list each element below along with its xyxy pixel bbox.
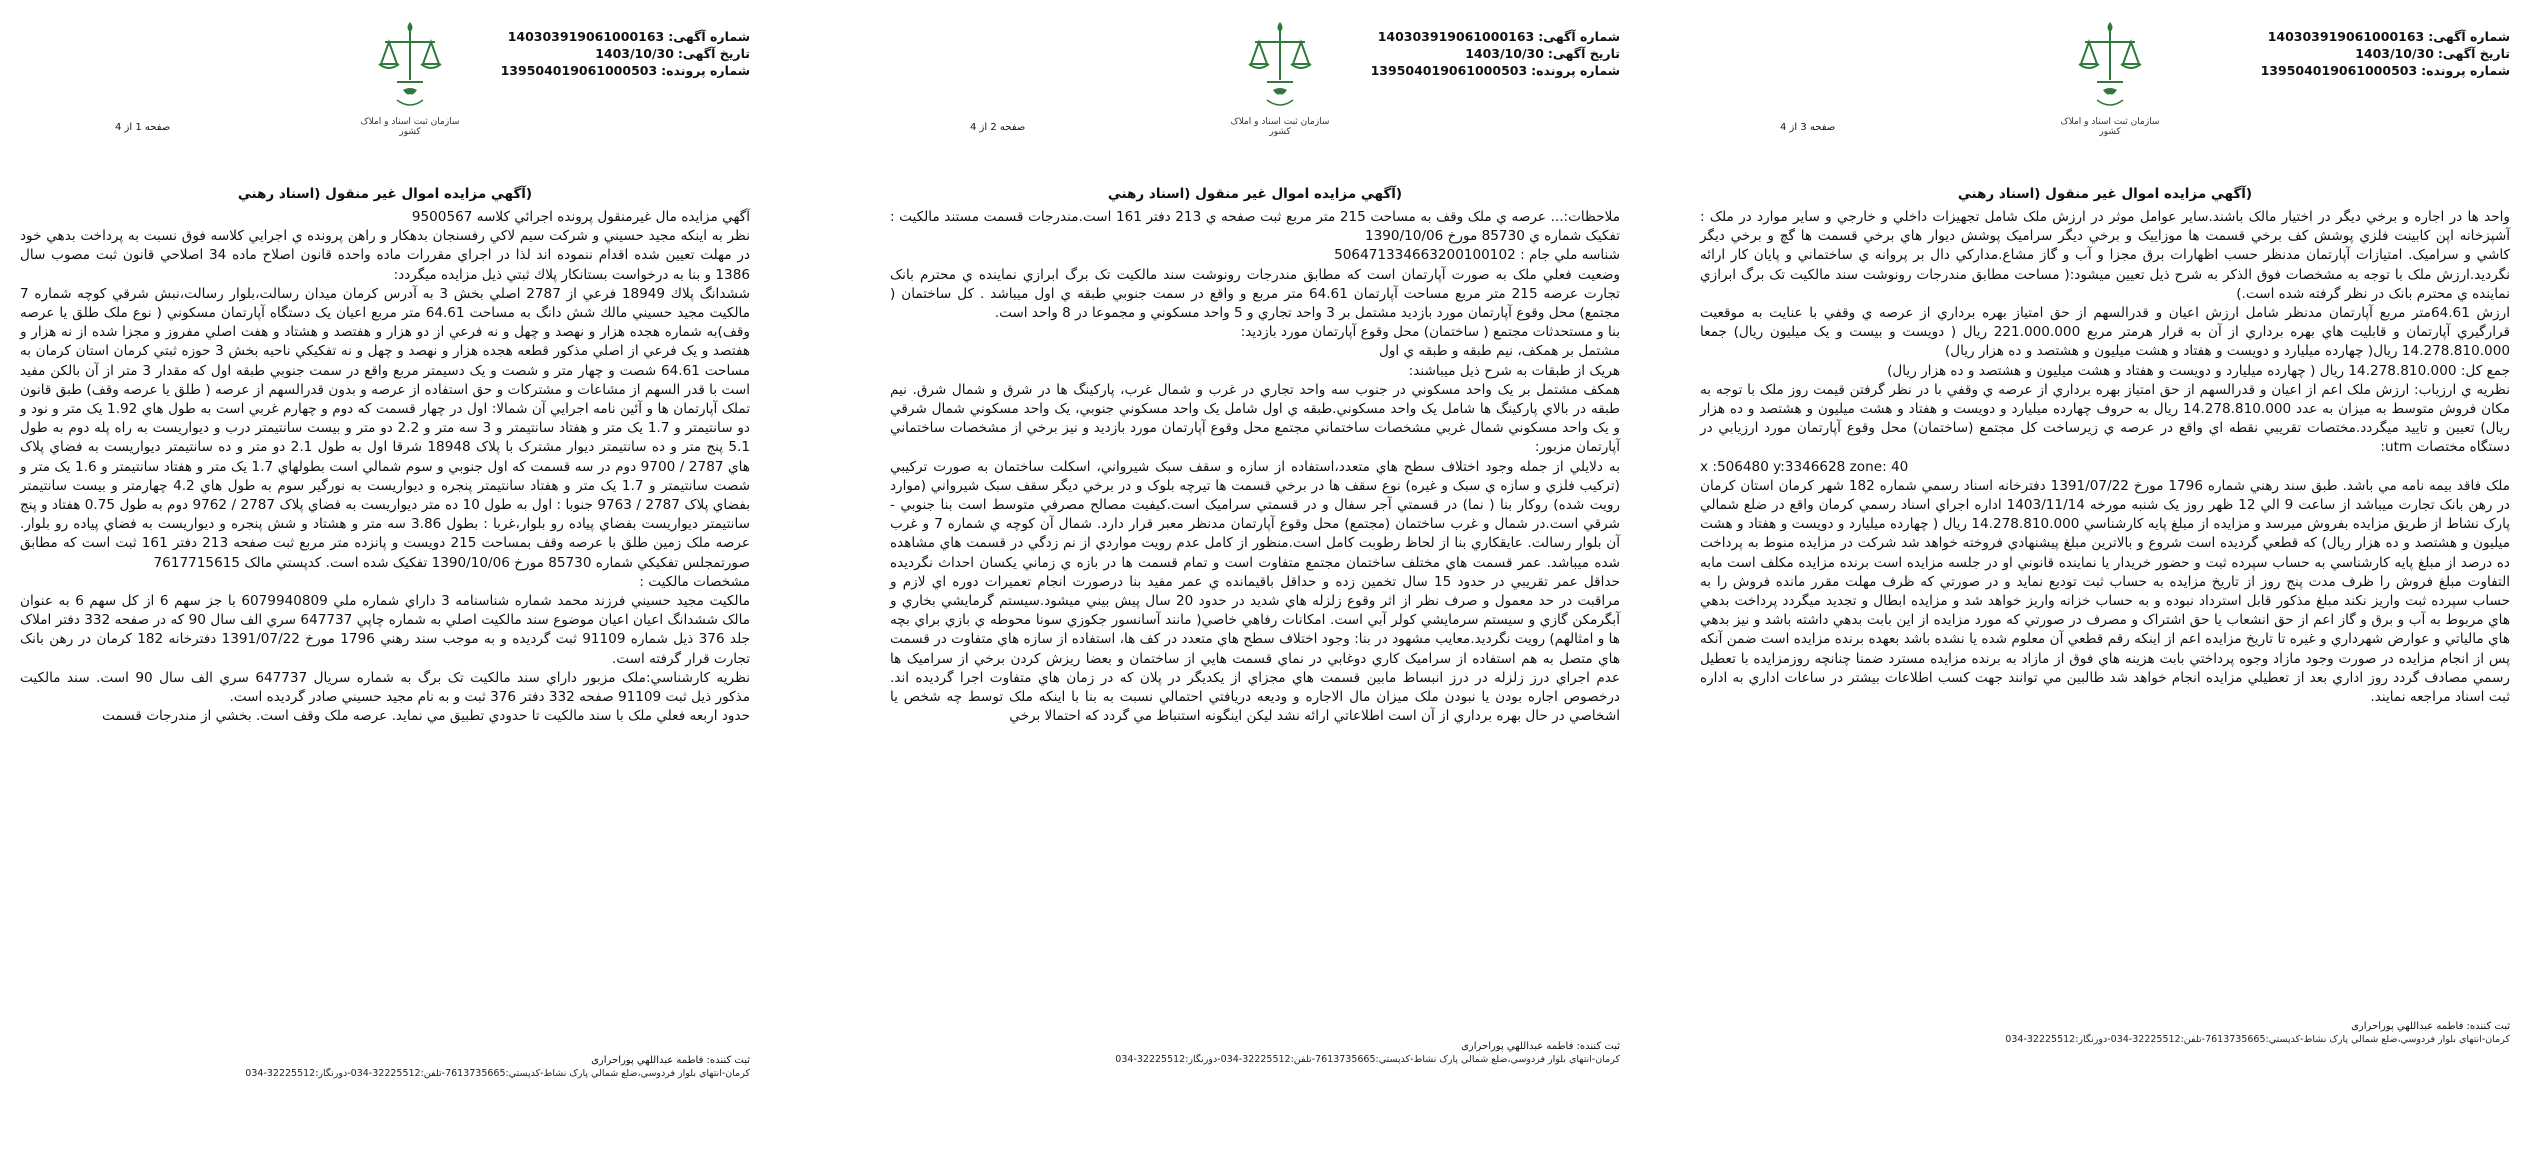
notice-title: (آگهي مزايده اموال غير منقول (اسناد رهني — [237, 186, 533, 202]
ad-date: 1403/10/30 — [595, 46, 674, 61]
page-footer — [2005, 1020, 2510, 1046]
body-paragraph: مشتمل بر همكف، نيم طبقه و طبقه ي اول — [1378, 343, 1620, 360]
body-paragraph: ششدانگ پلاك 18949 فرعي از 2787 اصلي بخش 3 به آدرس كرمان ميدان رسالت،بلوار رسالت،نبش شرقي كوچه شماره 7 مالكيت مجيد حسيني مالك شش دانگ به مساحت 64.61 متر مربع اعيان يک دستگاه آپارتمان مسكوني ( نوع ملک طلق يا عرصه وقف)به شماره هجده هزار و نهصد و چهل و نه فرعي از دو هزار و هفتصد و هشتاد و هفت اصلي مفروز و مجزا شده از نه هزار و هفتصد و يک فرعي از اصلي مذكور قطعه هجده هزار و نهصد و چهل و نه تفكيکي ناحيه بخش 3 حوزه ثبتي كرمان استان كرمان به مساحت 64.61 شصت و چهار متر و شصت و يک دسيمتر مربع واقع در سمت جنوبي طبقه اول كه مقدار 3 متر از آن بالكن مفيد است با قدر السهم از مشاعات و مشتركات و حق استفاده از عرصه و بدون قدرالسهم از عرصه ( طلق يا عرصه وقف) طبق قانون تملک آپارتمان ها و آئين نامه اجرايي آن شمالا: اول در چهار قسمت كه دوم و چهارم غربي است به طول هاي 1.92 يک متر و نود و دو سانتيمتر و 1.7 يک متر و هفتاد سانتيمتر و 3 سه متر و 2.2 دو متر و بيست سانتيمتر درب و ديواريست به راه پله دوم به طول 5.1 پنج متر و ده سانتيمتر ديوار مشترک با پلاک 18948 شرقا اول به طول 2.1 دو متر و ده سانتيمتر ديواريست به فضاي پلاک هاي 2787 / 9700 دوم در سه قسمت كه اول جنوبي و سوم شمالي است بطولهاي 1.7 يک متر و هفتاد سانتيمتر و 1.6 يک متر و شصت سانتيمتر و 1.7 يک متر و هفتاد سانتيمتر پنجره و ديواريست به نورگير سوم به طول هاي 4.2 چهارمتر و بيست سانتيمتر بفضاي پلاک 2787 / 9763 جنوبا : اول به طول 10 ده متر ديواريست به فضاي پلاک 2787 / 9762 دوم به طول 0.75 هفتاد و پنج سانتيمتر ديواريست بفضاي پياده رو بلوار،غربا : بطول 3.86 سه متر و هشتاد و شش پنجره و ديواريست به فضاي پياده رو بلوار. عرصه ملک زمين طلق با عرصه وقف بمساحت 215 دويست و پانزده متر مربع ثبت صفحه 213 دفتر 161 ثبت است كه مطابق صورتمجلس تفكيكي شماره 85730 مورخ 1390/10/06 تفكيک شده است. كدپستي مالک 7617715615 — [20, 285, 751, 571]
body-paragraph: نظريه ي ارزياب: ارزش ملک اعم از اعيان و قدرالسهم از حق امتياز بهره برداري از عرصه ي وقفي با در نظر گرفتن قيمت روز ملک با توجه به مكان فروش متوسط به ميزان به عدد 14.278.810.000 ريال به حروف چهارده ميليارد و دويست و هفتاد و هشت ميليون و هشتصد و ده هزار ريال) تعيين و تاييد ميگردد.مختصات تقريبي نقطه اي واقع در عرصه ي زيرساخت كل مجتمع (ساختمان) محل وقوع آپارتمان مورد ارزيابي در دستگاه مختصات utm: — [1700, 381, 2511, 456]
ad-date-label: تاریخ آگهی: — [2437, 46, 2510, 61]
ad-date-label: تاریخ آگهی: — [1547, 46, 1620, 61]
page-number: صفحه 1 از 4 — [115, 122, 171, 133]
ad-date: 1403/10/30 — [2355, 46, 2434, 61]
file-number-label: شماره پرونده: — [1531, 63, 1620, 78]
file-number-label: شماره پرونده: — [661, 63, 750, 78]
page-number: صفحه 3 از 4 — [1780, 122, 1836, 133]
body-paragraph: هريک از طبقات به شرح ذيل ميباشند: — [1408, 362, 1620, 379]
page-header — [890, 10, 1620, 180]
document-page-2 — [870, 0, 1630, 1149]
ad-meta — [1371, 28, 1620, 79]
office-address: كرمان-انتهاي بلوار فردوسي،ضلع شمالي پارک نشاط-كدپستي:7613735665-تلفن:32225512-034-دورنگار:32225512-034 — [245, 1068, 750, 1079]
registrar-label: ثبت كننده: — [706, 1055, 750, 1066]
ad-date-label: تاریخ آگهی: — [677, 46, 750, 61]
page-footer — [245, 1054, 750, 1080]
scales-of-justice-icon — [1245, 20, 1315, 115]
body-paragraph: نظر به اينكه مجيد حسيني و شركت سيم لاكي رفسنجان بدهكار و راهن پرونده ي اجرايي كلاسه فوق نسبت به پرداخت بدهي خود در مهلت تعيين شده اقدام ننموده اند لذا در اجراي مقررات ماده واحده قانون اصلاح ماده 34 اصلاحي قانون ثبت مصوب سال 1386 و بنا به درخواست بستانكار پلاك ثبتي ذيل مزايده ميگردد: — [20, 228, 750, 283]
ad-meta — [501, 28, 750, 79]
registrar-name: فاطمه عبداللهي پوراحراری — [1461, 1041, 1574, 1052]
file-number-label: شماره پرونده: — [2421, 63, 2510, 78]
body-paragraph: وضعيت فعلي ملک به صورت آپارتمان است كه مطابق مندرجات رونوشت سند مالكيت تک برگ ابرازي نماينده ي محترم بانک تجارت عرصه 215 متر مربع مساحت آپارتمان 64.61 متر مربع و واقع در سمت جنوبي طبقه ي اول ميباشد . كل ساختمان ( مجتمع) محل وقوع آپارتمان مورد بازديد مشتمل بر 3 واحد تجاري و 5 واحد مسكوني و مجموعا در 8 واحد است. — [890, 266, 1620, 322]
registrar-label: ثبت كننده: — [2466, 1021, 2510, 1032]
page-header — [20, 10, 750, 180]
org-name: سازمان ثبت اسناد و املاک کشور — [360, 117, 460, 137]
page-header — [1700, 10, 2510, 180]
notice-title: (آگهي مزايده اموال غير منقول (اسناد رهني — [1107, 186, 1403, 202]
body-paragraph: مشخصات مالكيت : — [639, 573, 750, 590]
body-paragraph: شناسه ملي جام : 506471334663200100102 — [1334, 247, 1620, 264]
judiciary-emblem — [2050, 20, 2170, 137]
body-paragraph: ارزش 64.61متر مربع آپارتمان مدنظر شامل ارزش اعيان و قدرالسهم از حق امتياز بهره برداري از عرصه ي وقفي با عنايت به موقعيت قرارگيري آپارتمان و قابليت هاي بهره برداري از آن به قرار هرمتر مربع 221.000.000 ريال ( دويست و بيست و يک ميليون ريال) جمعا 14.278.810.000 ريال( چهارده ميليارد و دويست و هفتاد و هشت ميليون و هشتصد و ده هزار ريال) — [1700, 305, 2511, 360]
utm-coordinates: x :506480 y:3346628 zone: 40 — [1700, 458, 1909, 475]
ad-number-label: شماره آگهی: — [2428, 29, 2510, 44]
scales-of-justice-icon — [2075, 20, 2145, 115]
registrar-name: فاطمه عبداللهي پوراحراری — [2351, 1021, 2464, 1032]
notice-body — [1700, 208, 2510, 707]
body-paragraph: نظريه كارشناسي:ملک مزبور داراي سند مالكيت تک برگ به شماره سريال 647737 سري الف سال 90 است. سند مالكيت مذكور ذيل ثبت 91109 صفحه 332 دفتر 376 ثبت و به نام مجيد حسيني صادر گرديده است. — [20, 669, 750, 706]
org-name: سازمان ثبت اسناد و املاک کشور — [1230, 117, 1330, 137]
file-number: 139504019061000503 — [2260, 63, 2418, 78]
document-page-1 — [0, 0, 760, 1149]
body-paragraph: ملک فاقد بيمه نامه مي باشد. طبق سند رهني شماره 1796 مورخ 1391/07/22 دفترخانه اسناد رسمي شماره 182 شهر كرمان استان كرمان در رهن بانک تجارت ميباشد از ساعت 9 الي 12 ظهر روز يک شنبه مورخه 1403/11/14 اداره اجراي اسناد رسمي كرمان واقع در ضلع شمالي پارک نشاط از طريق مزايده بفروش ميرسد و مزايده از مبلغ پايه كارشناسي 14.278.810.000 ريال ( چهارده ميليارد و دويست و هفتاد و هشت ميليون و هشتصد و ده هزار ريال) كه قطعي گرديده است شروع و بالاترين مبلغ پيشنهادي فروخته خواهد شد شركت در مزايده منوط به پرداخت ده درصد از مبلغ پايه كارشناسي به حساب سپرده ثبت و حضور خريدار يا نماينده قانوني او در جلسه مزايده است برنده مزايده مكلف است مابه التفاوت مبلغ فروش را ظرف مدت پنج روز از تاريخ مزايده به حساب ثبت توديع نمايد و در صورتي كه ظرف مهلت مقرر مانده فروش را به حساب سپرده ثبت واريز نكند مبلغ مذكور قابل استرداد نبوده و به حساب خزانه واريز خواهد شد و مزايده ابطال و تجديد ميگردد پرداخت بدهي هاي مربوط به آب و برق و گاز اعم از حق انشعاب يا حق اشتراک و مصرف در صورتي كه مورد مزايده از اين بابت بدهي داشته باشد و نيز بدهي هاي مالياتي و عوارض شهرداري و غيره تا تاريخ مزايده اعم از اينكه رقم قطعي آن معلوم شده يا نشده باشد بعهده برنده مزايده است ضمن آنكه پس از انجام مزايده در صورت وجود مازاد وجوه پرداختي بابت هزينه هاي فوق از مازاد به برنده مزايده مسترد ضمنا چنانچه روزمزايده با تعطيل رسمي مصادف گردد روز اداري بعد از تعطيلي مزايده انجام خواهد شد طالبين مي توانند جهت كسب اطلاعات بيشتر در ساعات اداري به اداره ثبت اسناد مراجعه نمايند. — [1700, 477, 2510, 706]
body-paragraph: جمع كل: 14.278.810.000 ريال ( چهارده ميليارد و دويست و هفتاد و هشت ميليون و هشتصد و ده هزار ريال) — [1887, 362, 2510, 379]
page-footer — [1115, 1040, 1620, 1066]
body-paragraph: به دلايلي از جمله وجود اختلاف سطح هاي متعدد،استفاده از سازه و سقف سبک شيرواني، اسكلت ساختمان به صورت تركيبي (تركيب فلزي و سازه ي سبک و غيره) نوع سقف ها در برخي قسمت ها تيرچه بلوک و در برخي ديگر سقف سبک شيرواني (موارد رويت شده) روكار بنا ( نما) در قسمتي آجر سفال و در قسمتي سراميک است.كيفيت مصالح مصرفي متوسط است بنا جنوبي - شرقي است.در شمال و غرب ساختمان (مجتمع) محل وقوع آپارتمان مدنظر معبر قرار دارد. شمال آن كوچه ي شماره 7 و غرب آن بلوار رسالت. عايقكاري بنا از لحاظ رطوبت كامل است.منظور از كامل عدم رويت مواردي از نم زدگي در قسمت هاي مشاهده شده ميباشد. عمر قسمت هاي مختلف ساختمان مجتمع متفاوت است و تمام قسمت ها در بازه ي زماني يكسان احداث نگرديده حداقل عمر تقريبي در حدود 15 سال تخمين زده و حداقل باقيمانده ي عمر مفيد بنا درصورت انجام تعميرات دوره اي لازم و مراقبت در حد معمول و صرف نظر از اثر وقوع زلزله هاي شديد در حدود 20 سال پيش بيني ميشود.سيستم گرمايشي بخاري و آبگرمكن گازي و سيستم سرمايشي كولر آبي است. امكانات رفاهي خاصي( مانند آسانسور جكوزي سونا محوطه ي بازي براي بچه ها و امثالهم) رويت نگرديد.معايب مشهود در بنا: وجود اختلاف سطح هاي متعدد در كف ها، استفاده از سازه هاي متفاوت در قسمت هاي متصل به هم استفاده از سراميک كاري دوغابي در نماي قسمت هايي از ساختمان و بعضا ريزش كردن برخي از سراميک ها عدم اجراي درز زلزله در درز انبساط مابين قسمت هاي مجزاي از يكديگر در پلان كه در زمان هاي متفاوت اجرا گرديده اند. درخصوص اجاره بودن يا نبودن ملک ميزان مال الاجاره و وديعه دريافتي احتمالي نسبت به بنا با اينكه ملک توسط چه شخص يا اشخاصي در حال بهره برداري از آن است اطلاعاتي ارائه نشد ليكن اينگونه استنباط مي گردد كه احتمالا برخي — [890, 458, 1620, 725]
body-paragraph: ملاحظات:... عرصه ي ملک وقف به مساحت 215 متر مربع ثبت صفحه ي 213 دفتر 161 است.مندرجات قسمت مستند مالكيت : تفكيک شماره ي 85730 مورخ 1390/10/06 — [890, 209, 1621, 245]
notice-title: (آگهي مزايده اموال غير منقول (اسناد رهني — [1957, 186, 2253, 202]
body-paragraph: آگهي مزايده مال غيرمنقول پرونده اجرائي كلاسه 9500567 — [411, 209, 750, 225]
registrar-label: ثبت كننده: — [1576, 1041, 1620, 1052]
scales-of-justice-icon — [375, 20, 445, 115]
registrar-name: فاطمه عبداللهي پوراحراری — [591, 1055, 704, 1066]
ad-number: 140303919061000163 — [2267, 29, 2425, 44]
document-page-3 — [1680, 0, 2520, 1149]
page-number: صفحه 2 از 4 — [970, 122, 1026, 133]
ad-number: 140303919061000163 — [1377, 29, 1535, 44]
judiciary-emblem — [350, 20, 470, 137]
body-paragraph: مالكيت مجيد حسيني فرزند محمد شماره شناسنامه 3 داراي شماره ملي 6079940809 با جز سهم 6 از كل سهم 6 به عنوان مالک ششدانگ اعيان اعيان موضوع سند مالكيت اصلي به شماره چاپي 647737 سري الف سال 90 كه در صفحه 332 دفتر املاک جلد 376 ذيل شماره 91109 ثبت گرديده و به موجب سند رهني 1796 مورخ 1391/07/22 دفترخانه 182 كرمان در رهن بانک تجارت قرار گرفته است. — [20, 593, 750, 667]
notice-body — [20, 208, 750, 726]
ad-meta — [2261, 28, 2510, 79]
body-paragraph: بنا و مستحدثات مجتمع ( ساختمان) محل وقوع آپارتمان مورد بازديد: — [1240, 324, 1620, 341]
body-paragraph: همكف مشتمل بر يک واحد مسكوني در جنوب سه واحد تجاري در غرب و شمال غرب، پاركينگ ها در شرق و شمال شرق. نيم طبقه در بالاي پاركينگ ها شامل يک واحد مسكوني.طبقه ي اول شامل يک واحد مسكوني جنوبي، يک واحد مسكوني شمال شرقي و يک واحد مسكوني شمال غربي مشخصات ساختماني مجتمع محل وقوع آپارتمان مورد بازديد و نيز برخي از مشخصات ساختماني آپارتمان مزبور: — [890, 381, 1620, 456]
org-name: سازمان ثبت اسناد و املاک کشور — [2060, 117, 2160, 137]
office-address: كرمان-انتهاي بلوار فردوسي،ضلع شمالي پارک نشاط-كدپستي:7613735665-تلفن:32225512-034-دورنگار:32225512-034 — [2005, 1034, 2510, 1045]
ad-number: 140303919061000163 — [507, 29, 665, 44]
ad-date: 1403/10/30 — [1465, 46, 1544, 61]
body-paragraph: واحد ها در اجاره و برخي ديگر در اختيار مالک باشند.ساير عوامل موثر در ارزش ملک شامل تجهيزات داخلي و خارجي و ساير موارد در ملک : آشپزخانه اپن كابينت فلزي پوشش كف برخي قسمت ها موزاييک و برخي ديگر سراميک پوشش ديوار هاي برخي قسمت ها گچ و برخي ديگر كاشي و سراميک. امتيازات آپارتمان مدنظر حسب اظهارات برق مجزا و آب و گاز مشاع.مداركي دال بر پروانه ي ساختماني و پايان كار ارائه نگرديد.ارزش ملک با توجه به مشخصات فوق الذكر به شرح ذيل تعيين ميشود:( مساحت مطابق مندرجات رونوشت سند مالكيت تک برگ ابرازي نماينده ي محترم بانک در نظر گرفته شده است.) — [1700, 209, 2510, 302]
ad-number-label: شماره آگهی: — [668, 29, 750, 44]
ad-number-label: شماره آگهی: — [1538, 29, 1620, 44]
file-number: 139504019061000503 — [1370, 63, 1528, 78]
body-paragraph: حدود اربعه فعلي ملک با سند مالكيت تا حدودي تطبيق مي نمايد. عرصه ملک وقف است. بخشي از مندرجات قسمت — [102, 708, 750, 725]
judiciary-emblem — [1220, 20, 1340, 137]
notice-body — [890, 208, 1620, 726]
office-address: كرمان-انتهاي بلوار فردوسي،ضلع شمالي پارک نشاط-كدپستي:7613735665-تلفن:32225512-034-دورنگار:32225512-034 — [1115, 1054, 1620, 1065]
file-number: 139504019061000503 — [500, 63, 658, 78]
